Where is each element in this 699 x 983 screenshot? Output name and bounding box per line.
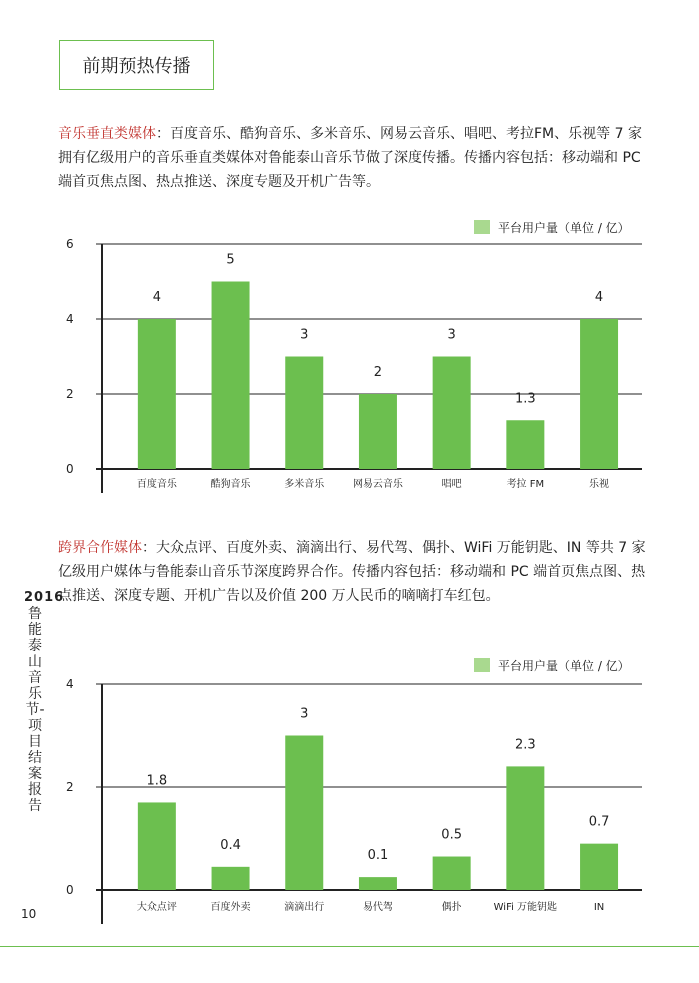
sidebar-text: 鲁能泰山音乐节-项目结案报告 xyxy=(25,606,45,814)
data-label: 3 xyxy=(300,327,309,343)
data-label: 5 xyxy=(226,252,235,268)
x-category-label: 网易云音乐 xyxy=(352,479,403,490)
legend-label: 平台用户量（单位 / 亿） xyxy=(498,659,630,673)
x-category-label: 偶扑 xyxy=(441,902,462,913)
data-label: 1.8 xyxy=(146,773,168,789)
data-label: 4 xyxy=(152,290,161,305)
paragraph-lead: 音乐垂直类媒体 xyxy=(58,126,156,142)
bar xyxy=(212,867,250,890)
data-label: 2 xyxy=(373,365,383,380)
paragraph-text: ：百度音乐、酷狗音乐、多米音乐、网易云音乐、唱吧、考拉FM、乐视等 7 家拥有亿级用户的音乐垂直类媒体对鲁能泰山音乐节做了深度传播。传播内容包括：移动端和 PC 端首页焦点图、热点推送、深度专题及开机广告等。 xyxy=(58,126,642,190)
bar xyxy=(359,877,397,890)
bar xyxy=(506,420,544,469)
data-label: 3 xyxy=(300,706,309,722)
data-label: 4 xyxy=(594,290,604,305)
data-label: 0.7 xyxy=(588,814,610,830)
footer-divider xyxy=(0,946,699,947)
bar xyxy=(506,766,544,890)
y-tick-label: 4 xyxy=(66,677,74,691)
sidebar-vertical-title xyxy=(24,590,65,814)
data-label: 0.4 xyxy=(220,837,241,853)
x-category-label: 多米音乐 xyxy=(284,479,325,490)
bar xyxy=(359,394,397,469)
y-tick-label: 0 xyxy=(66,883,74,897)
legend-swatch xyxy=(474,220,490,234)
x-category-label: 百度外卖 xyxy=(210,902,251,913)
sidebar-year: 2016 xyxy=(24,590,65,605)
paragraph-music-media xyxy=(58,122,648,194)
x-category-label: 乐视 xyxy=(589,479,610,490)
y-tick-label: 0 xyxy=(66,462,74,476)
y-tick-label: 6 xyxy=(66,237,74,251)
bar xyxy=(285,357,323,470)
page-number: 10 xyxy=(21,907,37,921)
bar-chart-music-media xyxy=(66,212,650,502)
x-category-label: 唱吧 xyxy=(441,479,462,490)
x-category-label: 滴滴出行 xyxy=(284,902,325,913)
bar xyxy=(138,802,176,890)
paragraph-lead: 跨界合作媒体 xyxy=(58,540,142,556)
bar xyxy=(138,319,176,469)
x-category-label: 易代驾 xyxy=(362,902,393,913)
legend-swatch xyxy=(474,658,490,672)
x-category-label: IN xyxy=(593,902,605,913)
paragraph-crossover-media xyxy=(58,536,648,608)
y-tick-label: 4 xyxy=(66,312,74,326)
x-category-label: WiFi 万能钥匙 xyxy=(493,902,558,913)
data-label: 2.3 xyxy=(515,737,536,753)
paragraph-text: ：大众点评、百度外卖、滴滴出行、易代驾、偶扑、WiFi 万能钥匙、IN 等共 7 家亿级用户媒体与鲁能泰山音乐节深度跨界合作。传播内容包括：移动端和 PC 端首页焦点图、热点推送、深度专题、开机广告以及价值 200 万人民币的嘀嘀打车红包。 xyxy=(58,540,646,604)
y-tick-label: 2 xyxy=(66,780,74,794)
bar xyxy=(580,319,618,469)
section-title: 前期预热传播 xyxy=(59,40,214,90)
bar xyxy=(433,357,471,470)
x-category-label: 百度音乐 xyxy=(136,479,177,490)
bar xyxy=(433,857,471,890)
x-category-label: 酷狗音乐 xyxy=(210,479,251,490)
data-label: 3 xyxy=(447,327,456,343)
data-label: 0.1 xyxy=(367,848,389,864)
bar xyxy=(212,282,250,470)
x-category-label: 大众点评 xyxy=(136,902,177,913)
x-category-label: 考拉 FM xyxy=(506,479,545,490)
y-tick-label: 2 xyxy=(66,387,74,401)
bar xyxy=(285,736,323,891)
data-label: 1.3 xyxy=(515,391,536,407)
bar xyxy=(580,844,618,890)
bar-chart-crossover-media xyxy=(66,652,650,930)
data-label: 0.5 xyxy=(441,827,462,843)
legend-label: 平台用户量（单位 / 亿） xyxy=(498,221,630,235)
